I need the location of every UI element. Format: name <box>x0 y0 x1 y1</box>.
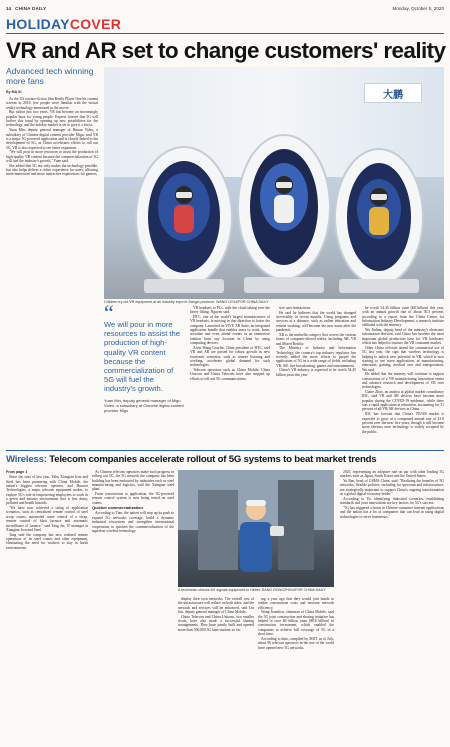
wireless-column-5 <box>340 470 444 519</box>
page-number: 14 <box>6 6 12 11</box>
story-column-3 <box>276 306 356 377</box>
section-name-a: HOLIDAY <box>6 16 70 32</box>
story-divider <box>6 450 444 451</box>
story-paragraph: Claire Zhao, an analyst at global market consultancy IDC, said VR and AR devices have become more popular during the COVID-19 epidemic, while there was a rapid application in education, accounting for 31 percent of all VR/AR devices in China. <box>362 390 444 412</box>
main-photo <box>104 67 444 299</box>
story-paragraph: Alvin Wang Graylin, China president of HTC, said VR and AR are poised for robust growth as new economic scenarios, such as remote learning and working, accelerate global demand for such technologies. <box>190 345 270 368</box>
story-paragraph: "We have now achieved a string of application scenarios, such as centralized remote control of steel scrap cranes, automated crane control of a scrap, remote control of blast furnace and automatic surveillance of furnace," said Tang Jin, IT manager at Xiangtan Iron and Steel. <box>6 506 88 532</box>
story-paragraph: Other China officials attend the commercial use of 5G last year, the sign that wireless technology is helping to unlock new potential in VR, which is now starting to see more applications in manufacturing, education, gaming, medical care and transportation, Wu said. <box>362 345 444 372</box>
story-paragraph: "5G has triggered a boom in Chinese consumer internet applications and the nation has a lot of companies that can lead in using digital technologies to serve businesses." <box>340 505 444 519</box>
story-paragraph: China Telecom and China Unicom, two smaller rivals, have also made a successful sharing arrangements. They have jointly built and opened more than 300,000 5G base stations so far. <box>178 614 254 632</box>
from-page-label: From page 1 <box>6 470 28 474</box>
story-paragraph: be worth 54.45 billion yuan ($8 billion) this year, with an annual growth rate of about 30.3 percent, according to a report from the China Center for Information Industry Development, a research institute affiliated with the ministry. <box>362 306 444 328</box>
main-photo-caption: Children try out VR equipment at an industry expo in Jiangxi province. WANG LEIXI/FOR CHINA DAILY <box>104 300 269 304</box>
story-paragraph: Telecom operators such as China Mobile, China Unicom and China Telecom have also stepped up efforts to roll out 5G communications. <box>190 367 270 381</box>
lead-paragraph: As the US science-fiction film Ready Player One hit cinema screens in 2018, few people were familiar with the virtual reality technology mentioned in the movie. <box>6 97 98 110</box>
vr-equipment-illustration <box>104 67 444 299</box>
story-column-4 <box>362 306 444 434</box>
lead-paragraph: She added that 5G not only makes the technology possible, but also helps deliver a richer experience for users, allowing more immersive and more interactive experiences for gamers. <box>6 163 98 177</box>
story-paragraph: As Chinese telecom operators make such progress in rolling out 5G, the 5G network the company has been building has been embraced by industries such as steel manufacturing and logistics, said the Xiangtan steel plant. <box>92 470 174 492</box>
story-paragraph: VR headsets to PCs, with the cloud taking over the heavy lifting, Nguyen said. <box>190 306 270 315</box>
story-paragraph: Tang said the company has now realized remote operations of its steel cranes and other equipment, eliminating the need for workers to stay in harsh environments. <box>6 532 88 550</box>
lead-body <box>6 97 98 177</box>
story-paragraph: IDC has forecast that China's VR/AR market is expected to grow at a compound annual rate of 43.8 percent over the next five years, though it will become more obvious once technology is widely accepted by the public. <box>362 412 444 434</box>
photo-sign: 大鹏 <box>364 83 422 103</box>
section-header <box>6 14 444 34</box>
story-paragraph: He said he believes that the world has changed irreversibly in recent months. Using programs and services at a distance, such as online education and remote working, will become the new norm after the pandemic. <box>276 310 356 333</box>
pull-quote-text: We will pour in more resources to assist the production of high-quality VR content because the commercialization of 5G will fuel the industry's growth. <box>104 320 180 394</box>
lead-paragraph: Yuan Min, deputy general manager of Hunan Video, a subsidiary of Chinese digital content provider Migu, said VR is a major 5G-powered application and is closely linked to the development of 5G, as China accelerates efforts to roll out 5G, VR is also expected to see faster expansion. <box>6 128 98 150</box>
story-paragraph: display their own networks. The overall cost of the infrastructure will reduce on both sides, and the network and services will be enhanced, said Lin Jun, deputy general manager of China Mobile. <box>178 597 254 615</box>
lead-subhead: Advanced tech winning more fans <box>6 66 94 86</box>
wireless-column-2 <box>92 470 174 534</box>
lead-column <box>6 67 98 177</box>
story-paragraph: According to Yu, identifying industrial scenarios, establishing standards and joint innovations are key factors for 5G's success. <box>340 496 444 506</box>
wireless-column-1 <box>6 470 88 550</box>
wireless-headline-text: Telecom companies accelerate rollout of 5G systems to beat market trends <box>46 454 377 465</box>
lead-paragraph: "We will pour in more resources to assist the production of high-quality VR content because the commercialization of 5G will fuel the industry's growth," Yuan said. <box>6 150 98 163</box>
wireless-headline <box>6 454 444 465</box>
paper-name: CHINA DAILY <box>15 6 47 11</box>
story-paragraph: XR is the umbrella category that covers the various forms of computer-altered reality, including AR, VR and Mixed Reality. <box>276 332 356 346</box>
story-paragraph: sive user interactions. <box>279 306 312 310</box>
wireless-kicker: Wireless: <box>6 454 47 465</box>
issue-date: Monday, October 5, 2020 <box>392 6 444 11</box>
pull-quote-attribution: Yuan Min, deputy general manager of Migu Video, a subsidiary of Chinese digital content provider Migu <box>104 397 184 413</box>
story-paragraph: From construction to application, the 5G-powered remote control system is now being tested on steel cranes. <box>92 492 174 505</box>
story-paragraph: Yu Ran, head of GSMA China, said, "Realizing the benefits of 5G networks, flexible policies, including for spectrum and infrastructure, are strategically important to support China's ongoing transformation as a global digital economy leader." <box>340 479 444 497</box>
story-paragraph: 2025, representing an adoptive rate on par with other leading 5G markets such as Japan, South Korea and the United States. <box>340 470 444 479</box>
quote-mark-icon: “ <box>104 300 114 325</box>
story-paragraph: China's VR industry is expected to be worth 54.45 billion yuan this year. <box>276 368 356 377</box>
wireless-subhead: Quicker commercialization <box>92 505 143 511</box>
byline: By MA SI <box>6 90 22 94</box>
story-column-2 <box>190 306 270 381</box>
pull-quote <box>104 300 184 413</box>
story-paragraph: Wu Jinlian, deputy head of the ministry's electronic information division, said China has become the most important global production base for VR hardware, which has helped to nurture the VR consumer market. <box>362 328 444 346</box>
story-paragraph: Since the start of last year, Yahu Xiangtan Iron and Steel has been partnering with China Mobile, the nation's biggest telecom operator, and Huawei Technologies, a major telecom equipment maker, to explore 5G's role in empowering employees to work in a green and smarter environment that is less dusty, polluted and health hazards. <box>6 475 88 506</box>
section-name <box>6 15 121 33</box>
wireless-column-3 <box>178 597 254 633</box>
story-paragraph: ing a year ago that they would join hands to realize construction costs and increase network efficiency. <box>258 597 334 610</box>
story-paragraph: HTC, one of the world's largest manufacturers of VR headsets, is moving in that direction to foster the company. Launched its VIVE XR Suite, an integrated application bundle that enables users to work, learn, socialize and even attend events in an immersive fashion from any location in China by using computing devices. <box>190 315 270 346</box>
story-paragraph: According to data, compiled by MIIT, as of July, about 96 telecom operators in the rest of the world have opened new 5G networks. <box>258 636 334 650</box>
main-headline: VR and AR set to change customers' reality <box>6 38 446 63</box>
section-name-b: COVER <box>69 16 122 32</box>
story-paragraph: Wang Jianzhou, chairman of China Mobile, said the 5G joint construction and sharing initiative has helped to save 60 billion yuan ($8.8 billion) in construction investment, which enabled the companies to achieve full coverage of 5G in a short time. <box>258 610 334 637</box>
wireless-photo <box>178 470 334 587</box>
lead-paragraph: But within just two years, VR has become an increasingly popular buzz for young people. Experts foresee that 5G will further this trend by opening up new possibilities for the technology, and the holiday market is set to give it a boost. <box>6 110 98 128</box>
story-paragraph: The Ministry of Industry and Information Technology, the country's top industry regulator, has recently added the more efforts to propel the application of 5G in a wide range of fields, including VR, AR, live broadcasting, games and entertainment. <box>276 346 356 368</box>
wireless-column-4 <box>258 597 334 650</box>
technician-illustration <box>178 470 334 587</box>
story-paragraph: He added that the ministry will continue to support construction of a VR manufacturing innovation center and advance research and development of VR core technologies. <box>362 372 444 390</box>
wireless-photo-caption: A technician checks 5G signals equipment in Hebei. JIANG DONGZHOU/FOR CHINA DAILY <box>178 588 326 592</box>
story-paragraph: According to Tian, the nation will step up its push to expand 5G networks coverage, build a dynamic industrial ecosystem and strengthen international cooperation to quicken the commercialization of the superfast wireless technology. <box>92 511 174 533</box>
page-topbar <box>6 4 444 13</box>
